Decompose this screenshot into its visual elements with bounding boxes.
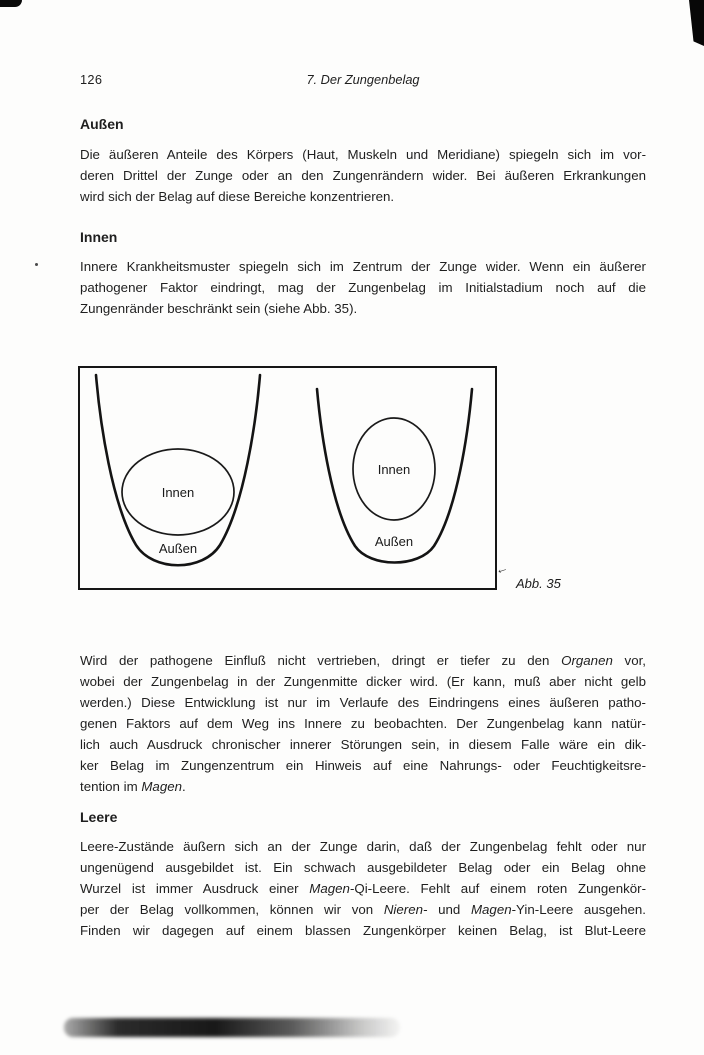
- text-segment: genen Faktors auf dem Weg ins Innere zu beobachten. Der Zungenbelag kann natür-: [80, 716, 646, 731]
- text-line: [80, 755, 646, 776]
- text-line: [80, 256, 646, 277]
- running-header: 7. Der Zungenbelag: [306, 72, 420, 87]
- text-line: [80, 165, 646, 186]
- text-segment-italic: Nieren-: [383, 902, 428, 917]
- paragraph-leere: [80, 836, 646, 941]
- text-line: [80, 899, 646, 920]
- text-segment: vor,: [612, 653, 646, 668]
- text-line: [80, 298, 646, 319]
- text-segment: .: [182, 779, 186, 794]
- section-heading-aussen: Außen: [80, 116, 124, 132]
- text-segment: werden.) Diese Entwicklung ist nur im Verlaufe des Eindringens eines äußeren patho-: [80, 695, 646, 710]
- text-line: [80, 713, 646, 734]
- text-line: [80, 277, 646, 298]
- text-segment: Leere-Zustände äußern sich an der Zunge darin, daß der Zungenbelag fehlt oder nur: [80, 839, 646, 854]
- text-segment: deren Drittel der Zunge oder an den Zungenrändern wider. Bei äußeren Erkrankungen: [80, 168, 646, 183]
- text-segment: per der Belag vollkommen, können wir von: [80, 902, 384, 917]
- section-heading-leere: Leere: [80, 809, 118, 825]
- paragraph-organe: [80, 650, 646, 797]
- figure-pointer-arrow: ←: [493, 559, 510, 578]
- text-line: [80, 776, 646, 797]
- text-segment: Zungenränder beschränkt sein (siehe Abb. 35).: [80, 301, 358, 316]
- text-segment: tention im: [80, 779, 142, 794]
- text-segment: Finden wir dagegen auf einem blassen Zungenkörper keinen Belag, ist Blut-Leere: [80, 923, 646, 938]
- text-segment: Die äußeren Anteile des Körpers (Haut, Muskeln und Meridiane) spiegeln sich im vor-: [80, 147, 646, 162]
- scan-artifact-bottom: [64, 1018, 400, 1037]
- text-segment: Innere Krankheitsmuster spiegeln sich im Zentrum der Zunge wider. Wenn ein äußerer: [80, 259, 646, 274]
- text-segment: pathogener Faktor eindringt, mag der Zungenbelag im Initialstadium noch auf die: [80, 280, 646, 295]
- text-segment: -Qi-Leere. Fehlt auf einem roten Zungenkör-: [349, 881, 646, 896]
- text-line: [80, 836, 646, 857]
- text-segment: wird sich der Belag auf diese Bereiche konzentrieren.: [80, 189, 395, 204]
- text-segment: ungenügend ausgebildet ist. Ein schwach ausgebildeter Belag oder ein Belag ohne: [80, 860, 646, 875]
- scan-speck: [35, 263, 38, 266]
- scan-artifact-top-left: [0, 0, 22, 7]
- paragraph-aussen: [80, 144, 646, 207]
- scan-artifact-top-right: [689, 0, 704, 46]
- figure-abb35: [78, 366, 497, 590]
- paragraph-innen: [80, 256, 646, 319]
- text-line: [80, 857, 646, 878]
- left-tongue-outline: [96, 375, 260, 565]
- text-segment-italic: Magen: [309, 881, 350, 896]
- text-segment: Wird der pathogene Einfluß nicht vertrieben, dringt er tiefer zu den: [80, 653, 562, 668]
- text-segment: wobei der Zungenbelag in der Zungenmitte dicker wird. (Er kann, muß aber nicht gelb: [80, 674, 646, 689]
- text-line: [80, 144, 646, 165]
- text-segment: und: [427, 902, 471, 917]
- text-line: [80, 734, 646, 755]
- text-line: [80, 671, 646, 692]
- text-segment-italic: Magen: [141, 779, 183, 794]
- text-line: [80, 650, 646, 671]
- text-segment: lich auch Ausdruck chronischer innerer Störungen sein, in diesem Falle wäre ein dik-: [80, 737, 646, 752]
- left-tongue-inner-label: Innen: [161, 485, 195, 500]
- text-line: [80, 186, 646, 207]
- right-tongue-outer-label: Außen: [374, 534, 414, 549]
- text-line: [80, 920, 646, 941]
- section-heading-innen: Innen: [80, 229, 118, 245]
- right-tongue-inner-label: Innen: [377, 462, 411, 477]
- text-line: [80, 878, 646, 899]
- left-tongue-outer-label: Außen: [158, 541, 198, 556]
- text-segment: -Yin-Leere ausgehen.: [511, 902, 646, 917]
- text-segment: ker Belag im Zungenzentrum ein Hinweis auf eine Nahrungs- oder Feuchtigkeitsre-: [80, 758, 646, 773]
- text-segment-italic: Magen: [470, 902, 512, 917]
- page-number: 126: [80, 72, 103, 87]
- figure-caption: Abb. 35: [516, 576, 561, 591]
- text-segment-italic: Organen: [561, 653, 613, 668]
- text-segment: Wurzel ist immer Ausdruck einer: [80, 881, 310, 896]
- text-line: [80, 692, 646, 713]
- tongue-diagram: [80, 368, 495, 588]
